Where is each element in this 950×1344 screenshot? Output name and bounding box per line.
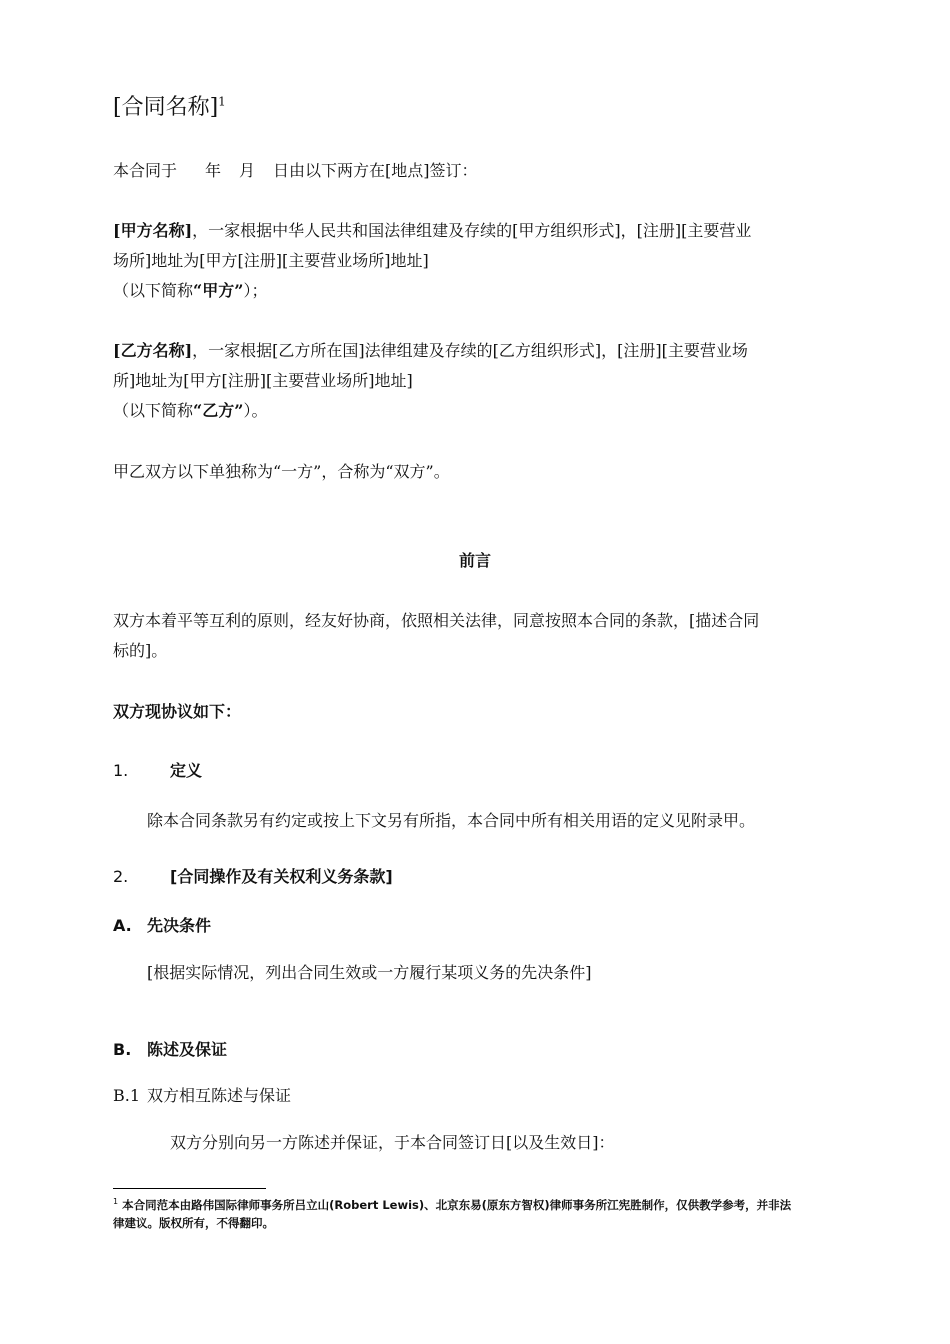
- party-a-name: [甲方名称]: [113, 221, 193, 240]
- party-b-name: [乙方名称]: [113, 341, 193, 360]
- footnote-separator: [113, 1188, 266, 1189]
- footnote-ref[interactable]: 1: [218, 94, 226, 109]
- subsection-b1-title: 双方相互陈述与保证: [147, 1086, 292, 1105]
- section-1-number: 1.: [113, 761, 129, 780]
- subsection-b1-heading: [113, 1081, 291, 1111]
- preamble-line-1: 双方本着平等互利的原则，经友好协商，依照相关法律，同意按照本合同的条款，[描述合同: [113, 611, 760, 630]
- party-a-short-post: ）；: [243, 281, 268, 300]
- agreement-heading: 双方现协议如下：: [113, 702, 242, 721]
- party-a-desc: ，一家根据中华人民共和国法律组建及存续的[甲方组织形式]，[注册][主要营业: [192, 221, 752, 240]
- party-b-short-name: “乙方”: [193, 401, 244, 420]
- subsection-b1-label: B.1: [113, 1086, 141, 1105]
- subsection-a-title: 先决条件: [147, 916, 212, 935]
- document-title: [113, 90, 226, 121]
- title-text: [合同名称]: [113, 95, 219, 120]
- subsection-b-label: B.: [113, 1040, 132, 1059]
- footnote-line-1: 本合同范本由路伟国际律师事务所吕立山(Robert Lewis)、北京东易(原东方智权)律师事务所江宪胜制作，仅供教学参考，并非法: [122, 1197, 792, 1212]
- footnote-line-2: 律建议。版权所有，不得翻印。: [113, 1215, 274, 1230]
- subsection-b-heading: [113, 1035, 227, 1065]
- section-2-heading: [113, 862, 393, 892]
- party-b-short-post: ）。: [243, 401, 268, 420]
- party-a-desc-2: 场所]地址为[甲方[注册][主要营业场所]地址]: [113, 251, 429, 270]
- intro-text-2: 日由以下两方在[地点]签订：: [273, 161, 478, 180]
- contract-intro: [113, 156, 478, 186]
- intro-text: 本合同于: [113, 161, 178, 180]
- party-b-block: [113, 336, 748, 426]
- section-2-title: [合同操作及有关权利义务条款]: [170, 867, 393, 886]
- subsection-b-title: 陈述及保证: [147, 1040, 228, 1059]
- party-a-short-pre: （以下简称: [113, 281, 194, 300]
- party-a-block: [113, 216, 751, 306]
- subsection-a-body: [根据实际情况，列出合同生效或一方履行某项义务的先决条件]: [147, 963, 592, 982]
- footnote: [113, 1193, 841, 1232]
- intro-year: 年: [205, 161, 222, 180]
- footnote-number: 1: [113, 1197, 119, 1206]
- preamble-heading: 前言: [458, 551, 491, 570]
- party-b-short-pre: （以下简称: [113, 401, 194, 420]
- parties-summary: 甲乙双方以下单独称为“一方”，合称为“双方”。: [113, 462, 450, 481]
- section-1-heading: [113, 756, 202, 786]
- subsection-b1-body: 双方分别向另一方陈述并保证，于本合同签订日[以及生效日]：: [170, 1133, 615, 1152]
- party-b-desc-2: 所]地址为[甲方[注册][主要营业场所]地址]: [113, 371, 413, 390]
- subsection-a-label: A.: [113, 916, 132, 935]
- preamble-text: [113, 606, 759, 666]
- party-a-short-name: “甲方”: [193, 281, 244, 300]
- section-2-number: 2.: [113, 867, 129, 886]
- subsection-a-heading: [113, 911, 211, 941]
- party-b-desc: ，一家根据[乙方所在国]法律组建及存续的[乙方组织形式]，[注册][主要营业场: [192, 341, 748, 360]
- preamble-line-2: 标的]。: [113, 641, 168, 660]
- section-1-title: 定义: [170, 761, 203, 780]
- intro-month: 月: [239, 161, 256, 180]
- section-1-body: 除本合同条款另有约定或按上下文另有所指，本合同中所有相关用语的定义见附录甲。: [147, 811, 756, 830]
